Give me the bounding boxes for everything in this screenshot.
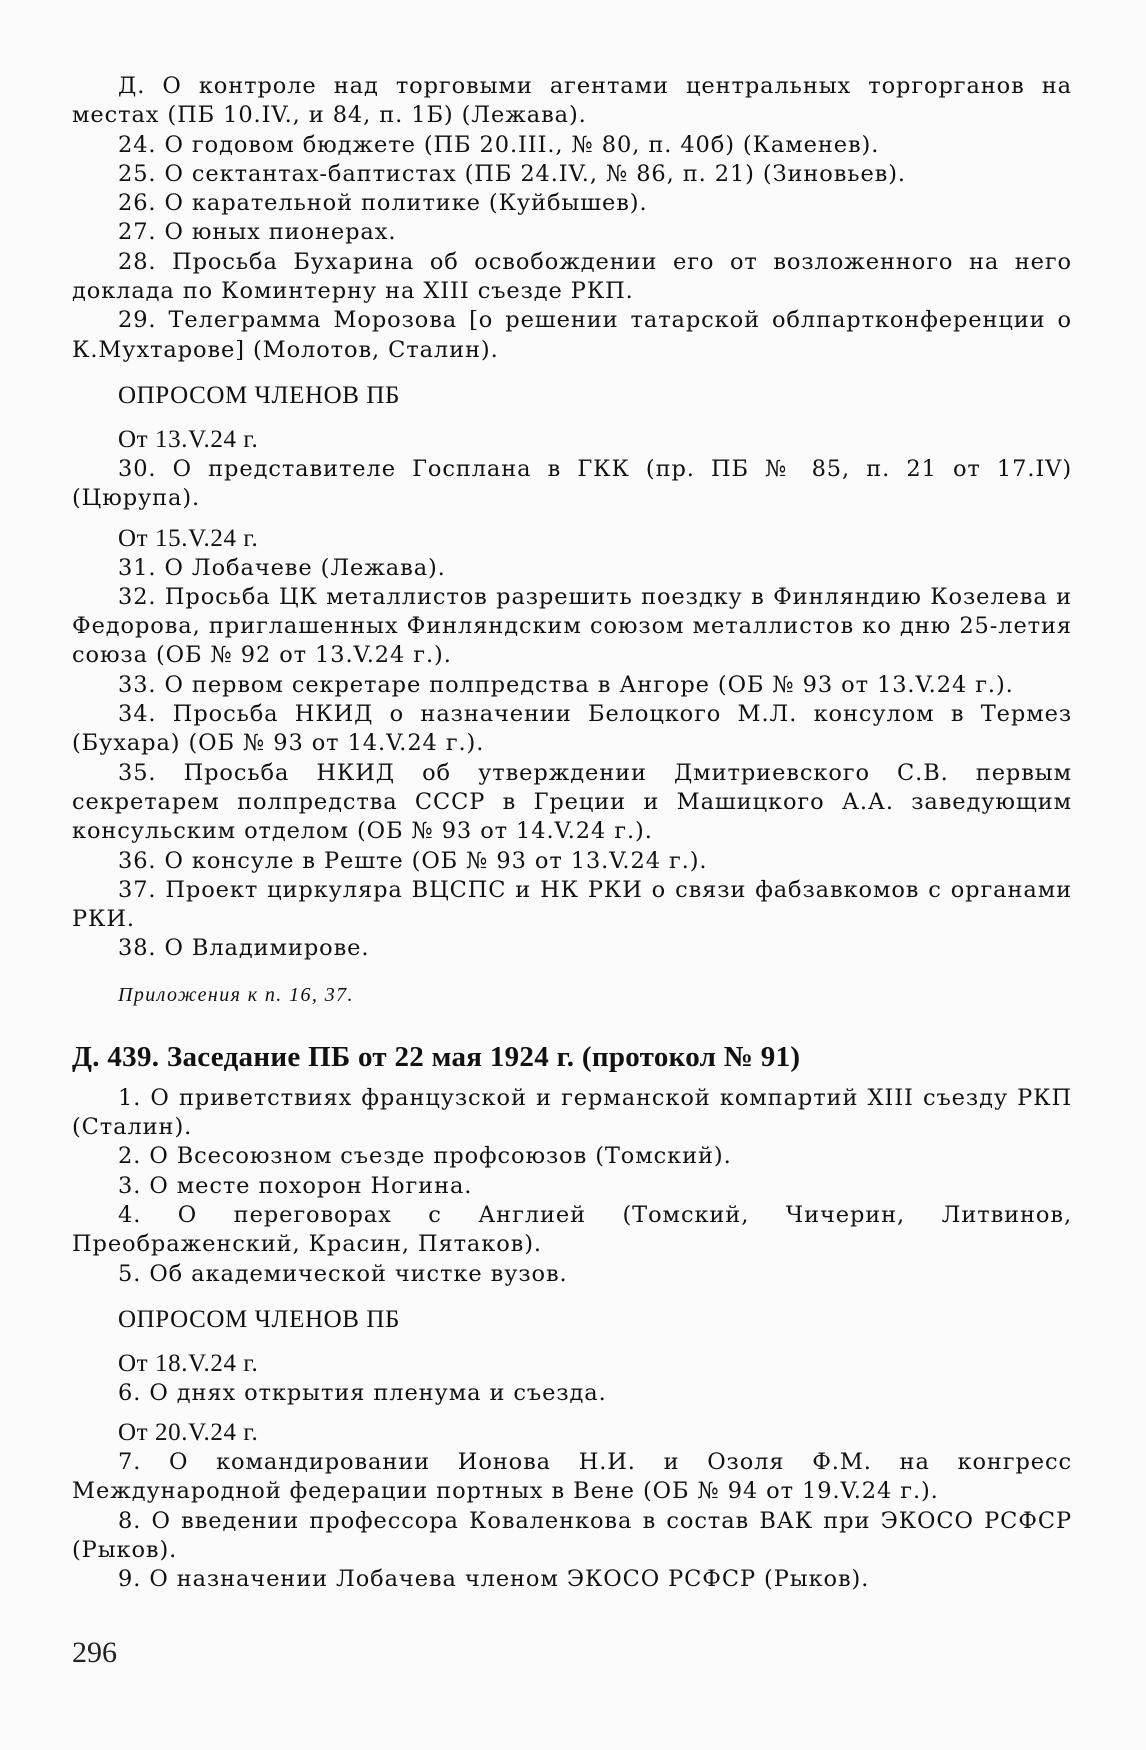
item-30: 30. О представителе Госплана в ГКК (пр. ПБ № 85, п. 21 от 17.IV) (Цюрупа).: [72, 455, 1072, 512]
section-heading: Д. 439. Заседание ПБ от 22 мая 1924 г. (протокол № 91): [72, 1040, 801, 1073]
item-32: 32. Просьба ЦК металлистов разрешить поездку в Финляндию Козелева и Федорова, приглашенных Финляндским союзом металлистов ко дню 25-летия союза (ОБ № 92 от 13.V.24 г.).: [72, 583, 1072, 669]
poll-date: От 15.V.24 г.: [118, 524, 259, 552]
item-8: 8. О введении профессора Коваленкова в состав ВАК при ЭКОСО РСФСР (Рыков).: [72, 1507, 1072, 1563]
poll-heading: ОПРОСОМ ЧЛЕНОВ ПБ: [118, 1305, 401, 1333]
item-29: 29. Телеграмма Морозова [о решении татарской облпартконференции о К.Мухтарове] (Молотов, Сталин).: [72, 307, 1072, 363]
item-34: 34. Просьба НКИД о назначении Белоцкого М.Л. консулом в Термез (Бухара) (ОБ № 93 от 14.V.24 г.).: [72, 701, 1072, 757]
item-28: 28. Просьба Бухарина об освобождении его от возложенного на него доклада по Коминтерну на XIII съезде РКП.: [72, 248, 1072, 305]
item-27: 27. О юных пионерах.: [118, 219, 397, 246]
item-d: Д. О контроле над торговыми агентами центральных торгорганов на местах (ПБ 10.IV., и 84, п. 1Б) (Лежава).: [72, 73, 1072, 129]
item-31: 31. О Лобачеве (Лежава).: [118, 554, 446, 581]
appendix-note: Приложения к п. 16, 37.: [118, 983, 354, 1006]
item-33: 33. О первом секретаре полпредства в Ангоре (ОБ № 93 от 13.V.24 г.).: [118, 671, 1014, 698]
item-35: 35. Просьба НКИД об утверждении Дмитриевского С.В. первым секретарем полпредства СССР в Греции и Машицкого А.А. заведующим консульским отделом (ОБ № 93 от 14.V.24 г.).: [72, 759, 1072, 845]
item-9: 9. О назначении Лобачева членом ЭКОСО РСФСР (Рыков).: [118, 1566, 870, 1593]
item-1: 1. О приветствиях французской и германской компартий XIII съезду РКП (Сталин).: [72, 1084, 1072, 1141]
item-25: 25. О сектантах-баптистах (ПБ 24.IV., № 86, п. 21) (Зиновьев).: [118, 160, 906, 187]
item-26: 26. О карательной политике (Куйбышев).: [118, 190, 648, 217]
poll-date: От 13.V.24 г.: [118, 425, 259, 453]
item-24: 24. О годовом бюджете (ПБ 20.III., № 80, п. 40б) (Каменев).: [118, 131, 880, 158]
item-3: 3. О месте похорон Ногина.: [118, 1172, 473, 1199]
poll-date: От 20.V.24 г.: [118, 1419, 259, 1447]
poll-heading: ОПРОСОМ ЧЛЕНОВ ПБ: [118, 381, 401, 409]
item-6: 6. О днях открытия пленума и съезда.: [118, 1379, 607, 1406]
poll-date: От 18.V.24 г.: [118, 1349, 259, 1377]
item-7: 7. О командировании Ионова Н.И. и Озоля Ф.М. на конгресс Международной федерации портных в Вене (ОБ № 94 от 19.V.24 г.).: [72, 1449, 1072, 1505]
item-36: 36. О консуле в Реште (ОБ № 93 от 13.V.24 г.).: [118, 847, 708, 874]
item-37: 37. Проект циркуляра ВЦСПС и НК РКИ о связи фабзавкомов с органами РКИ.: [72, 876, 1072, 933]
item-5: 5. Об академической чистке вузов.: [118, 1260, 568, 1287]
page-number: 296: [72, 1636, 117, 1669]
document-page: [72, 72, 1072, 1595]
item-2: 2. О Всесоюзном съезде профсоюзов (Томский).: [118, 1143, 732, 1170]
item-4: 4. О переговорах с Англией (Томский, Чичерин, Литвинов, Преображенский, Красин, Пятаков).: [72, 1201, 1072, 1258]
item-38: 38. О Владимирове.: [118, 935, 370, 962]
